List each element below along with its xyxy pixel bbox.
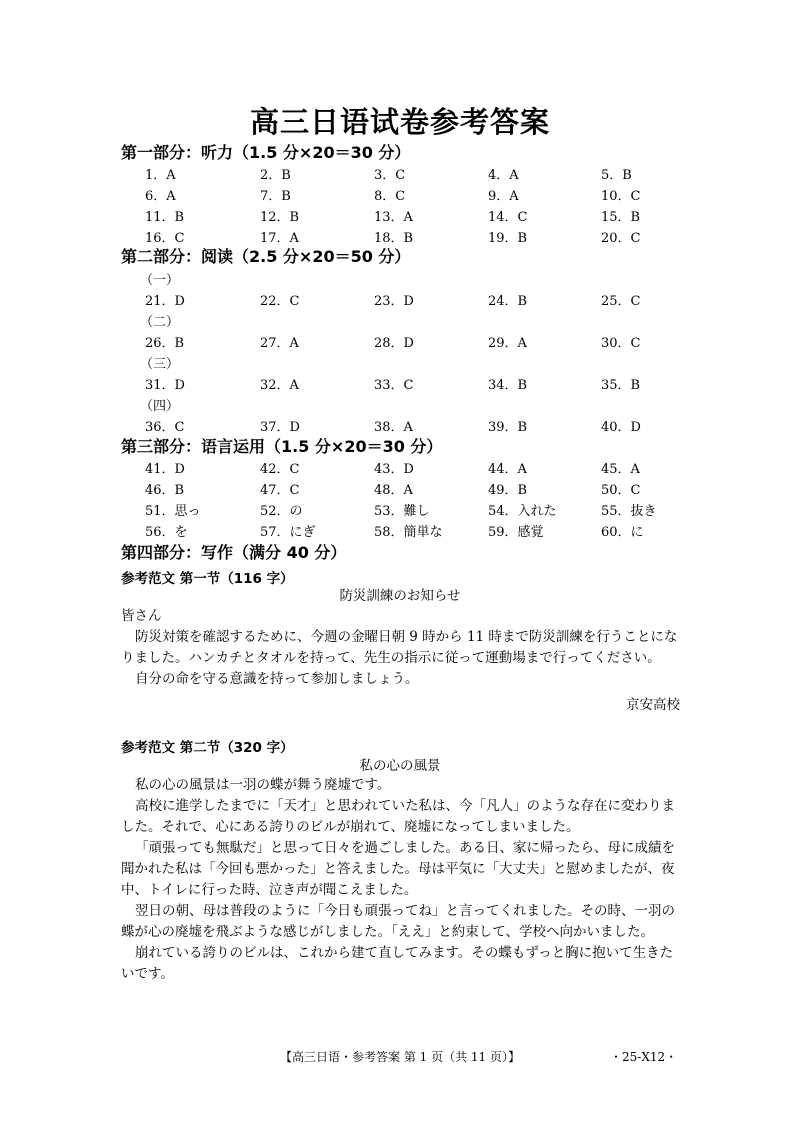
section2-paragraph-1: 私の心の風景は一羽の蝶が舞う廃墟です。 <box>135 777 391 793</box>
answer-item: 40．D <box>601 420 641 435</box>
answer-row <box>0 479 800 499</box>
answer-item: 4．A <box>488 168 519 183</box>
answer-item: 13．A <box>374 210 413 225</box>
answer-item: 52．の <box>260 504 303 519</box>
answer-item: 11．B <box>145 210 185 225</box>
answer-item: 22．C <box>260 294 300 309</box>
answer-item: 53．難し <box>374 504 430 519</box>
answer-item: 25．C <box>601 294 641 309</box>
answer-item: 21．D <box>145 294 185 309</box>
group-label: （三） <box>140 357 180 372</box>
section2-paragraph-3: 「頑張っても無駄だ」と思って日々を過ごしました。ある日、家に帰ったら、母に成績を聞かれた私は「今回も悪かった」と答えました。母は平気に「大丈夫」と慰めましたが、夜中、トイレに行った時、泣き声が聞こえました。 <box>121 840 675 898</box>
answer-item: 47．C <box>260 483 300 498</box>
answer-item: 3．C <box>374 168 406 183</box>
answer-item: 27．A <box>260 336 299 351</box>
answer-item: 46．B <box>145 483 185 498</box>
answer-item: 28．D <box>374 336 414 351</box>
answer-row <box>0 458 800 478</box>
answer-item: 7．B <box>260 189 291 204</box>
section1-paragraph-1: 防災対策を確認するために、今週の金曜日朝 9 時から 11 時まで防災訓練を行うことになりました。ハンカチとタオルを持って、先生の指示に従って運動場まで行ってください。 <box>121 629 678 666</box>
part1-heading: 第一部分：听力（1.5 分×20＝30 分） <box>121 143 411 162</box>
section2-title: 私の心の風景 <box>359 758 441 774</box>
answer-item: 14．C <box>488 210 528 225</box>
answer-item: 9．A <box>488 189 519 204</box>
answer-item: 50．C <box>601 483 641 498</box>
answer-item: 58．簡単な <box>374 525 443 540</box>
answer-item: 45．A <box>601 462 640 477</box>
answer-row <box>0 374 800 394</box>
answer-item: 56．を <box>145 525 188 540</box>
part3-heading: 第三部分：语言运用（1.5 分×20＝30 分） <box>121 437 443 456</box>
section1-paragraph-2: 自分の命を守る意識を持って参加しましょう。 <box>135 671 419 687</box>
section1-title: 防災訓練のお知らせ <box>339 588 461 604</box>
answer-row <box>0 332 800 352</box>
answer-row <box>0 206 800 226</box>
answer-row <box>0 290 800 310</box>
answer-item: 1．A <box>145 168 176 183</box>
section1-signature: 京安高校 <box>626 697 680 713</box>
group-label: （一） <box>140 273 180 288</box>
page-title: 高三日语试卷参考答案 <box>249 105 550 139</box>
group-label: （二） <box>140 315 180 330</box>
answer-item: 55．抜き <box>601 504 657 519</box>
answer-item: 5．B <box>601 168 632 183</box>
section1-greeting: 皆さん <box>121 608 162 624</box>
section2-paragraph-4: 翌日の朝、母は普段のように「今日も頑張ってね」と言ってくれました。その時、一羽の蝶が心の廃墟を飛ぶような感じがしました。「ええ」と約束して、学校へ向かいました。 <box>121 903 675 940</box>
answer-item: 18．B <box>374 231 414 246</box>
answer-item: 35．B <box>601 378 641 393</box>
section1-label: 参考范文 第一节（116 字） <box>121 571 294 587</box>
answer-item: 49．B <box>488 483 528 498</box>
answer-item: 16．C <box>145 231 185 246</box>
answer-row <box>0 521 800 541</box>
answer-item: 12．B <box>260 210 300 225</box>
group-label: （四） <box>140 399 180 414</box>
section2-paragraph-5: 崩れている誇りのビルは、これから建て直してみます。その蝶もずっと胸に抱いて生きたいです。 <box>121 945 674 982</box>
answer-item: 33．C <box>374 378 414 393</box>
answer-item: 59．感覚 <box>488 525 544 540</box>
footer-code: ・25-X12・ <box>610 1050 678 1064</box>
answer-item: 41．D <box>145 462 185 477</box>
answer-item: 54．入れた <box>488 504 557 519</box>
part2-heading: 第二部分：阅读（2.5 分×20＝50 分） <box>121 247 411 266</box>
answer-row <box>0 185 800 205</box>
answer-row <box>0 500 800 520</box>
answer-item: 24．B <box>488 294 528 309</box>
answer-item: 34．B <box>488 378 528 393</box>
answer-item: 17．A <box>260 231 299 246</box>
answer-row <box>0 164 800 184</box>
answer-item: 39．B <box>488 420 528 435</box>
answer-item: 15．B <box>601 210 641 225</box>
answer-item: 42．C <box>260 462 300 477</box>
answer-item: 38．A <box>374 420 413 435</box>
answer-item: 20．C <box>601 231 641 246</box>
answer-item: 19．B <box>488 231 528 246</box>
section2-paragraph-2: 高校に進学したまでに「天才」と思われていた私は、今「凡人」のような存在に変わりました。それで、心にある誇りのビルが崩れて、廃墟になってしまいました。 <box>121 798 675 835</box>
answer-item: 44．A <box>488 462 527 477</box>
answer-row <box>0 416 800 436</box>
answer-item: 60．に <box>601 525 644 540</box>
answer-item: 51．思っ <box>145 504 201 519</box>
answer-item: 31．D <box>145 378 185 393</box>
section2-label: 参考范文 第二节（320 字） <box>121 740 294 756</box>
answer-item: 37．D <box>260 420 300 435</box>
answer-item: 6．A <box>145 189 176 204</box>
answer-item: 29．A <box>488 336 527 351</box>
answer-item: 8．C <box>374 189 406 204</box>
answer-item: 26．B <box>145 336 185 351</box>
answer-item: 48．A <box>374 483 413 498</box>
answer-item: 23．D <box>374 294 414 309</box>
part4-heading: 第四部分：写作（满分 40 分） <box>121 543 347 562</box>
answer-item: 2．B <box>260 168 291 183</box>
answer-item: 57．にぎ <box>260 525 316 540</box>
answer-item: 43．D <box>374 462 414 477</box>
page-footer: 【高三日语・参考答案 第 1 页（共 11 页）】 <box>280 1050 520 1064</box>
answer-item: 30．C <box>601 336 641 351</box>
answer-item: 32．A <box>260 378 299 393</box>
answer-item: 36．C <box>145 420 185 435</box>
answer-item: 10．C <box>601 189 641 204</box>
